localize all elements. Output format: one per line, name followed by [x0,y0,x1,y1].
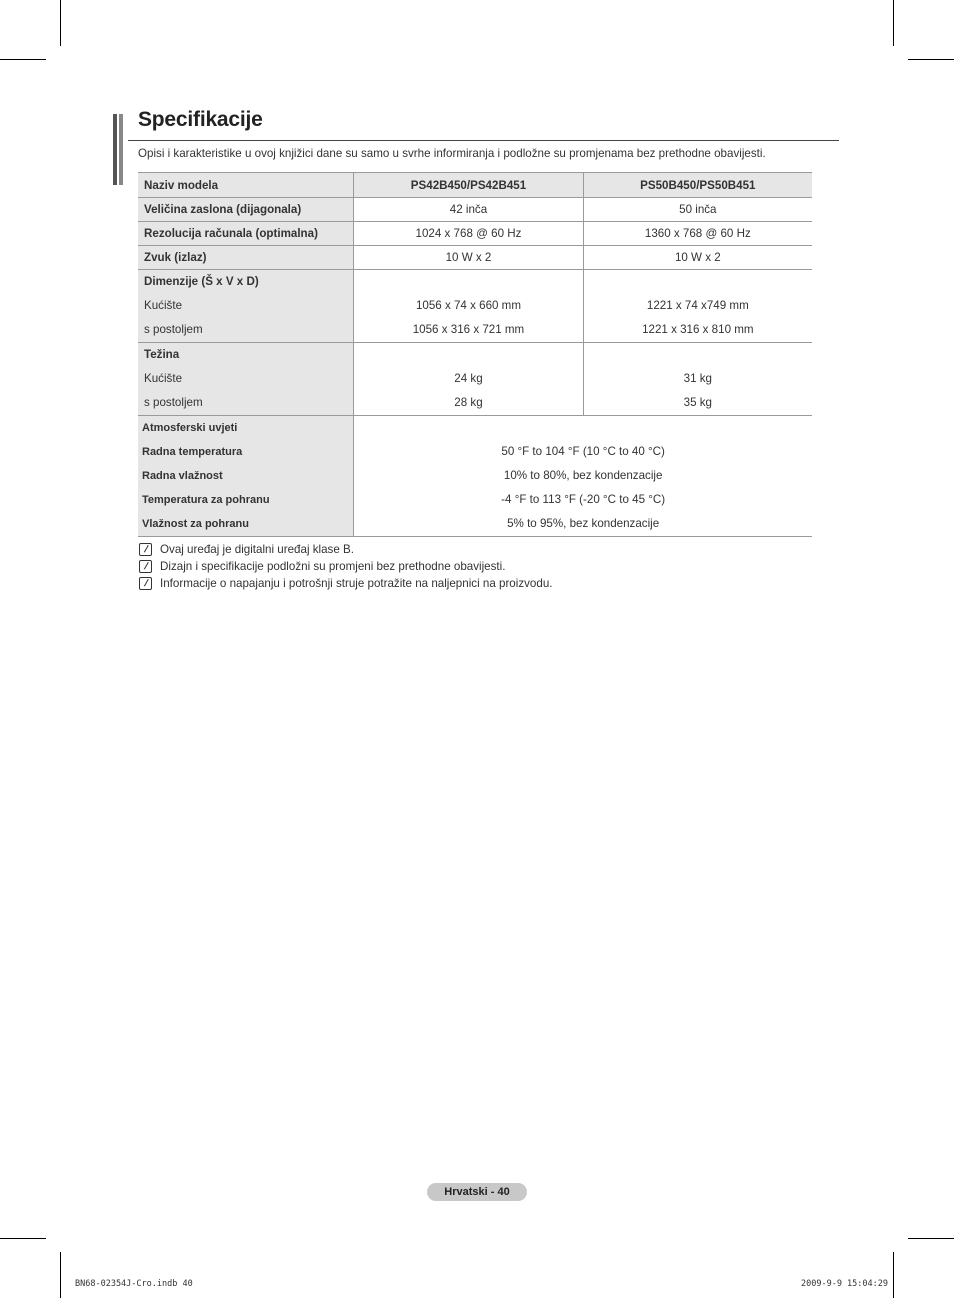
row-value: 1056 x 316 x 721 mm [412,323,525,336]
page-number-badge: Hrvatski - 40 [427,1183,527,1201]
row-value: 28 kg [454,396,483,409]
crop-mark [0,1238,46,1239]
row-sublabel: Temperatura za pohranu [142,494,270,506]
notes-list [138,541,552,592]
list-item [138,575,552,592]
row-sublabel: Radna temperatura [142,446,243,458]
page-title: Specifikacije [138,108,263,131]
row-value-group [354,270,583,343]
note-text: Informacije o napajanju i potrošnji struje potražite na naljepnici na proizvodu. [160,577,553,590]
table-row [138,198,812,222]
table-row-environment [138,416,812,537]
list-item [138,558,552,575]
crop-mark [908,1238,954,1239]
row-label-group [138,270,354,343]
print-slug-file: BN68-02354J-Cro.indb 40 [75,1279,193,1289]
note-pencil-icon [139,543,152,556]
row-value: -4 °F to 113 °F (-20 °C to 45 °C) [501,493,666,506]
row-label: Rezolucija računala (optimalna) [138,222,354,246]
row-value: 5% to 95%, bez kondenzacije [507,517,660,530]
note-pencil-icon [139,577,152,590]
row-value: 50 °F to 104 °F (10 °C to 40 °C) [501,445,665,458]
row-value-group [354,416,812,537]
row-label-group [138,343,354,416]
note-text: Dizajn i specifikacije podložni su promjeni bez prethodne obavijesti. [160,560,506,573]
row-value: 50 inča [583,198,812,222]
crop-mark [0,59,46,60]
row-label: Dimenzije (Š x V x D) [144,275,259,288]
row-value: 10 W x 2 [354,246,583,270]
row-value: 1056 x 74 x 660 mm [415,299,521,312]
row-value: 42 inča [354,198,583,222]
row-label: Težina [144,348,180,361]
row-value: 1024 x 768 @ 60 Hz [354,222,583,246]
row-value: 1360 x 768 @ 60 Hz [583,222,812,246]
crop-mark [893,1252,894,1298]
row-label-group [138,416,354,537]
title-divider [128,140,839,141]
row-sublabel: Vlažnost za pohranu [142,518,249,530]
note-text: Ovaj uređaj je digitalni uređaj klase B. [160,543,354,556]
note-pencil-icon [139,560,152,573]
row-sublabel: Kućište [144,299,183,312]
row-value-group [583,270,812,343]
spec-table [138,172,812,537]
print-slug-time: 2009-9-9 15:04:29 [801,1279,888,1289]
row-sublabel: Kućište [144,372,183,385]
row-value: 10 W x 2 [583,246,812,270]
row-sublabel: s postoljem [144,323,203,336]
row-sublabel: s postoljem [144,396,203,409]
row-value: 24 kg [454,372,483,385]
table-header-row [138,173,812,198]
row-label: Zvuk (izlaz) [138,246,354,270]
header-label: Naziv modela [138,173,354,198]
row-value: 1221 x 74 x749 mm [646,299,749,312]
crop-mark [893,0,894,46]
row-value-group [354,343,583,416]
row-value: 10% to 80%, bez kondenzacije [503,469,663,482]
list-item [138,541,552,558]
table-row-weight [138,343,812,416]
row-value: 1221 x 316 x 810 mm [642,323,754,336]
table-row [138,222,812,246]
row-label: Atmosferski uvjeti [142,422,238,434]
row-label: Veličina zaslona (dijagonala) [138,198,354,222]
table-row-dimensions [138,270,812,343]
row-sublabel: Radna vlažnost [142,470,223,482]
row-value-group [583,343,812,416]
table-row [138,246,812,270]
row-value: 31 kg [683,372,712,385]
crop-mark [60,0,61,46]
header-model-2: PS50B450/PS50B451 [583,173,812,198]
crop-mark [908,59,954,60]
row-value: 35 kg [683,396,712,409]
intro-text: Opisi i karakteristike u ovoj knjižici dane su samo u svrhe informiranja i podložne su promjenama bez prethodne obavijesti. [138,147,766,160]
header-model-1: PS42B450/PS42B451 [354,173,583,198]
crop-mark [60,1252,61,1298]
